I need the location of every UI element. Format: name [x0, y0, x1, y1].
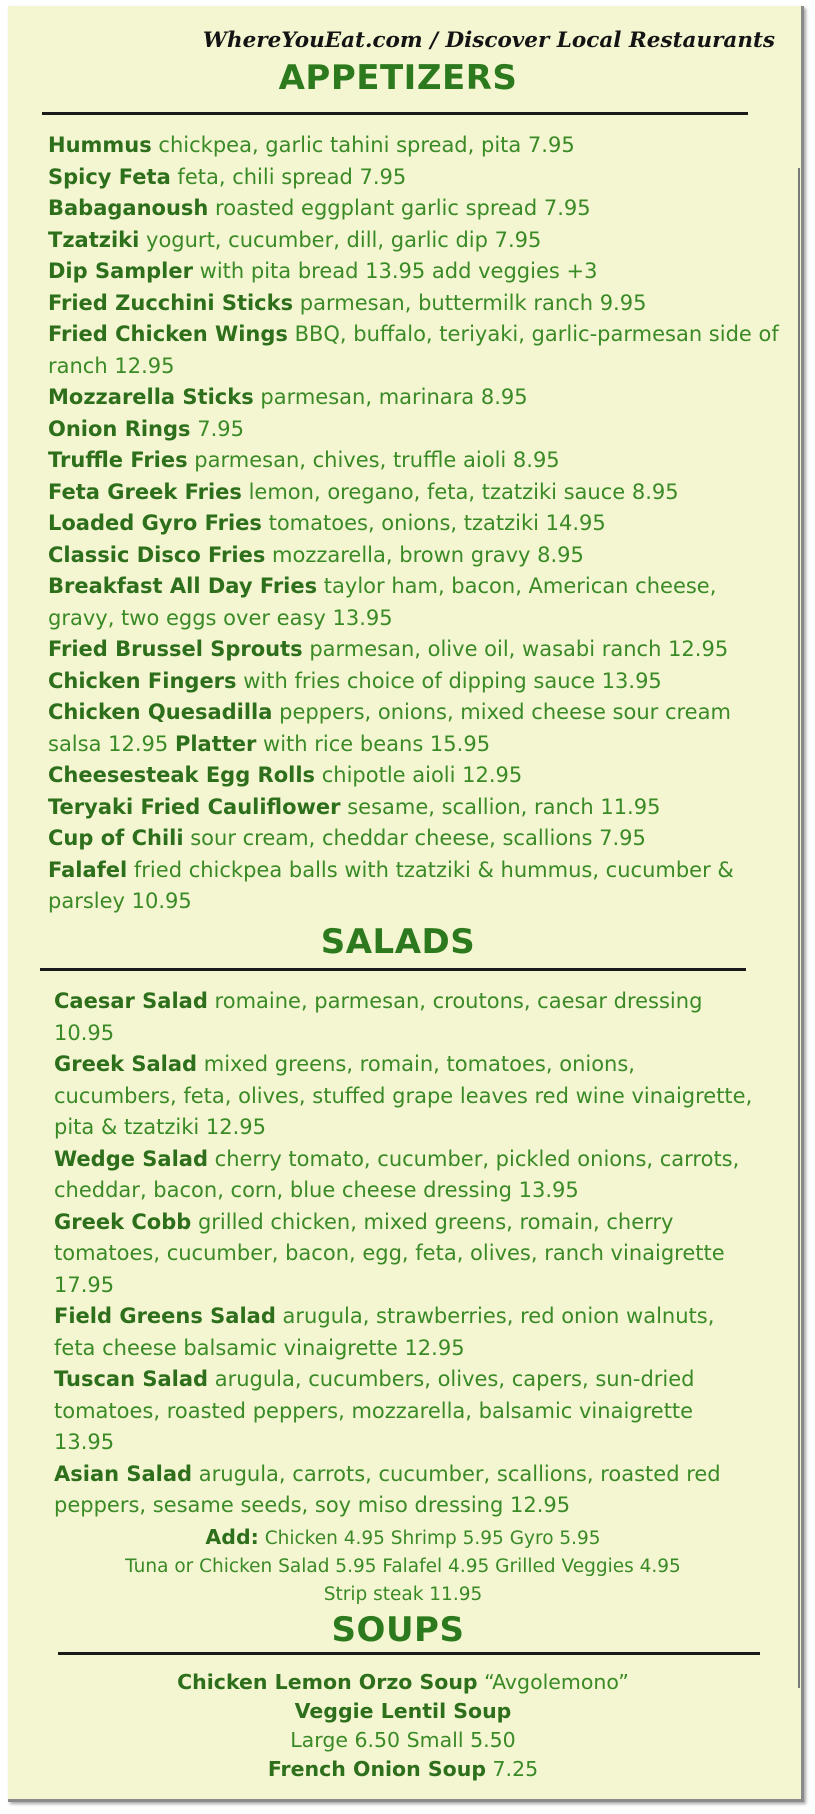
menu-item — [48, 256, 783, 288]
menu-item-name: Dip Sampler — [48, 259, 193, 283]
menu-item — [48, 414, 783, 446]
menu-item-name: Babaganoush — [48, 196, 209, 220]
menu-item-name: Truffle Fries — [48, 448, 188, 472]
menu-item-name: Wedge Salad — [54, 1146, 208, 1171]
menu-item-name: Greek Salad — [54, 1052, 198, 1076]
menu-item-desc: parmesan, marinara 8.95 — [253, 385, 528, 409]
menu-item-name: Fried Zucchini Sticks — [48, 290, 294, 315]
menu-item-desc: sesame, scallion, ranch 11.95 — [340, 794, 661, 819]
menu-item — [48, 508, 783, 540]
menu-item-desc: peppers, onions, mixed cheese sour cream salsa 12.95 — [48, 700, 731, 756]
menu-item-desc: cherry tomato, cucumber, pickled onions, carrots, cheddar, bacon, corn, blue cheese dressing 13.95 — [54, 1146, 740, 1202]
menu-item — [48, 540, 783, 572]
menu-item — [54, 1301, 759, 1364]
menu-item-name: Classic Disco Fries — [48, 542, 266, 567]
menu-item — [54, 1364, 759, 1459]
menu-item — [48, 477, 783, 509]
site-header: WhereYouEat.com / Discover Local Restaurants — [202, 28, 775, 53]
add-ons-line-2: Tuna or Chicken Salad 5.95 Falafel 4.95 Grilled Veggies 4.95 — [125, 1556, 681, 1577]
menu-item-desc: chickpea, garlic tahini spread, pita 7.95 — [151, 133, 575, 157]
menu-item-desc: tomatoes, onions, tzatziki 14.95 — [261, 511, 606, 535]
menu-item-desc: grilled chicken, mixed greens, romain, cherry tomatoes, cucumber, bacon, egg, feta, olives, ranch vinaigrette 17.95 — [54, 1209, 725, 1297]
menu-item-desc: arugula, strawberries, red onion walnuts, feta cheese balsamic vinaigrette 12.95 — [54, 1304, 715, 1360]
appetizers-title: APPETIZERS — [278, 58, 518, 98]
page-edge-rule — [798, 168, 800, 1688]
menu-item-desc: arugula, carrots, cucumber, scallions, roasted red peppers, sesame seeds, soy miso dressing 12.95 — [54, 1461, 721, 1517]
menu-item — [54, 986, 759, 1049]
soup-name: Chicken Lemon Orzo Soup — [177, 1670, 478, 1694]
menu-item — [48, 792, 783, 824]
menu-item-desc: roasted eggplant garlic spread 7.95 — [208, 196, 591, 220]
soups-title: SOUPS — [331, 1610, 465, 1650]
menu-item-name: Feta Greek Fries — [48, 479, 242, 504]
menu-item-name: Chicken Fingers — [48, 668, 237, 693]
menu-item-name: Mozzarella Sticks — [48, 385, 254, 409]
menu-item-name: Breakfast All Day Fries — [48, 574, 318, 598]
menu-item-name: Onion Rings — [48, 416, 191, 441]
menu-item — [48, 855, 783, 918]
menu-item-name: Spicy Feta — [48, 164, 171, 189]
menu-item-name: Tzatziki — [48, 227, 140, 252]
menu-item-desc: chipotle aioli 12.95 — [315, 763, 523, 787]
menu-item-name: Teryaki Fried Cauliflower — [48, 794, 341, 819]
menu-item-desc: arugula, cucumbers, olives, capers, sun-dried tomatoes, roasted peppers, mozzarella, balsamic vinaigrette 13.95 — [54, 1367, 695, 1454]
menu-item-desc: yogurt, cucumber, dill, garlic dip 7.95 — [139, 227, 542, 252]
menu-item-desc: parmesan, olive oil, wasabi ranch 12.95 — [302, 637, 729, 661]
menu-item-name: Greek Cobb — [54, 1209, 192, 1234]
menu-item — [48, 697, 783, 760]
appetizers-rule — [42, 112, 748, 115]
soup-list — [48, 1668, 758, 1784]
menu-item-name: Fried Chicken Wings — [48, 322, 288, 346]
menu-item-desc: romaine, parmesan, croutons, caesar dressing 10.95 — [54, 989, 703, 1045]
menu-item — [48, 634, 783, 666]
menu-item — [48, 445, 783, 477]
menu-item-desc: with rice beans 15.95 — [256, 731, 491, 756]
menu-item-name: Tuscan Salad — [54, 1367, 209, 1391]
menu-item — [48, 571, 783, 634]
salads-title: SALADS — [320, 922, 476, 962]
menu-item-desc: parmesan, buttermilk ranch 9.95 — [293, 290, 647, 315]
soup-note: “Avgolemono” — [477, 1670, 629, 1694]
menu-item-desc: parmesan, chives, truffle aioli 8.95 — [187, 448, 560, 472]
add-ons-line-1 — [48, 1523, 758, 1553]
soup-item: Veggie Lentil Soup — [294, 1699, 512, 1723]
menu-item — [54, 1144, 759, 1207]
soup-item — [48, 1668, 758, 1697]
menu-item-desc: mozzarella, brown gravy 8.95 — [265, 542, 584, 567]
menu-item-desc: feta, chili spread 7.95 — [170, 164, 407, 189]
menu-item-name: Hummus — [48, 133, 152, 157]
menu-item — [48, 162, 783, 194]
menu-item-desc: taylor ham, bacon, American cheese, gravy, two eggs over easy 13.95 — [48, 574, 717, 630]
menu-item — [48, 130, 783, 162]
menu-item — [48, 823, 783, 855]
soup-price: 7.25 — [486, 1757, 539, 1781]
add-ons-text-1: Chicken 4.95 Shrimp 5.95 Gyro 5.95 — [258, 1528, 601, 1549]
menu-item-desc: with pita bread 13.95 add veggies +3 — [192, 259, 598, 283]
menu-item — [48, 760, 783, 792]
menu-item — [48, 225, 783, 257]
menu-item-desc: lemon, oregano, feta, tzatziki sauce 8.95 — [241, 479, 679, 504]
menu-item-desc: fried chickpea balls with tzatziki & hummus, cucumber & parsley 10.95 — [48, 857, 734, 913]
menu-item — [54, 1459, 759, 1522]
menu-item-name: Cup of Chili — [48, 826, 184, 850]
soup-name: French Onion Soup — [267, 1757, 486, 1781]
appetizer-list — [48, 130, 783, 918]
menu-item — [54, 1207, 759, 1302]
menu-item — [48, 382, 783, 414]
menu-item-desc: sour cream, cheddar cheese, scallions 7.95 — [183, 826, 646, 850]
menu-item — [48, 193, 783, 225]
menu-page — [8, 6, 804, 1802]
menu-item-name: Chicken Quesadilla — [48, 700, 273, 724]
salad-list — [54, 986, 759, 1522]
menu-item — [54, 1049, 759, 1144]
soup-sizes: Large 6.50 Small 5.50 — [290, 1728, 516, 1752]
add-ons-label: Add: — [205, 1525, 259, 1549]
menu-item-name: Fried Brussel Sprouts — [48, 637, 303, 661]
salad-add-ons — [48, 1523, 758, 1609]
menu-item-name: Field Greens Salad — [54, 1304, 276, 1328]
menu-item-name: Cheesesteak Egg Rolls — [48, 763, 316, 787]
soup-item — [48, 1755, 758, 1784]
menu-item-name: Platter — [174, 731, 257, 756]
menu-item-desc: BBQ, buffalo, teriyaki, garlic-parmesan side of ranch 12.95 — [48, 322, 779, 378]
menu-item-desc: 7.95 — [190, 416, 244, 441]
menu-item — [48, 319, 783, 382]
salads-rule — [40, 968, 746, 971]
menu-item-desc: mixed greens, romain, tomatoes, onions, cucumbers, feta, olives, stuffed grape leaves red wine vinaigrette, pita & tzatziki 12.95 — [54, 1052, 753, 1139]
menu-item-name: Asian Salad — [54, 1461, 193, 1486]
soups-rule — [58, 1652, 760, 1655]
add-ons-line-3: Strip steak 11.95 — [323, 1584, 483, 1605]
menu-item — [48, 288, 783, 320]
menu-item-name: Loaded Gyro Fries — [48, 511, 262, 535]
menu-item-name: Falafel — [48, 857, 128, 882]
menu-item — [48, 666, 783, 698]
menu-item-name: Caesar Salad — [54, 989, 208, 1013]
menu-item-desc: with fries choice of dipping sauce 13.95 — [236, 668, 662, 693]
